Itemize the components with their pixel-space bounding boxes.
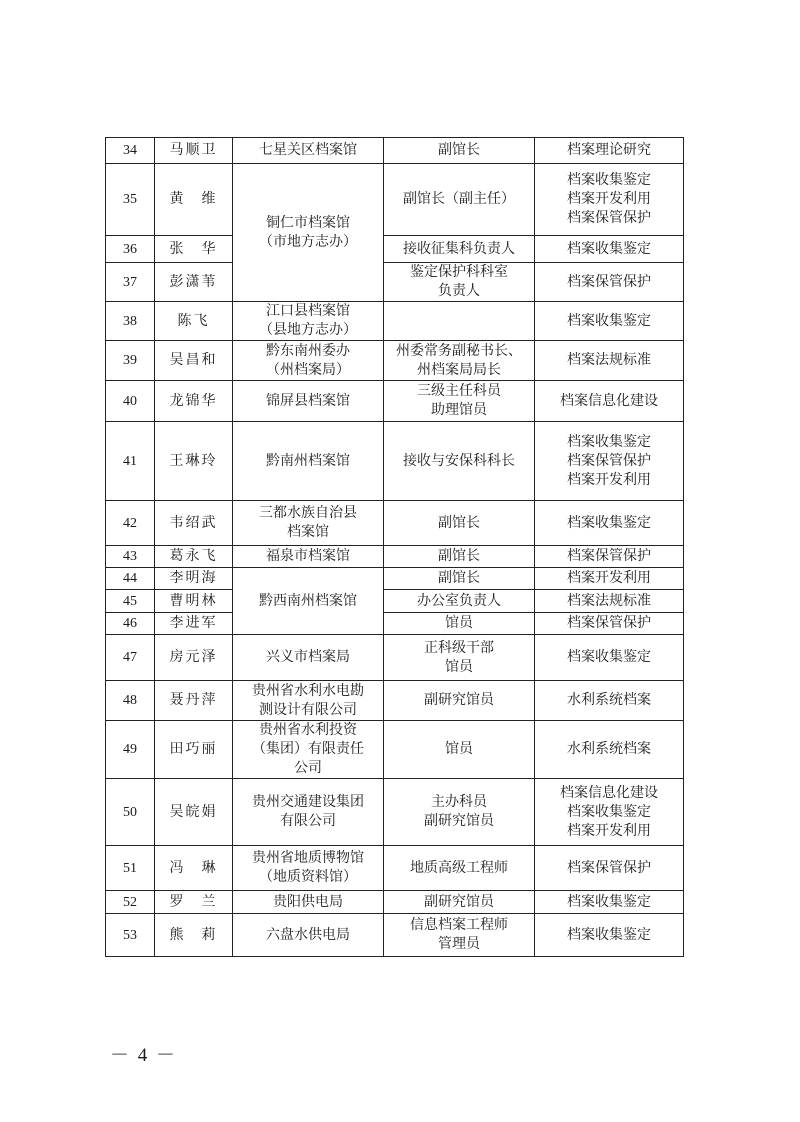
person-name: 葛永飞 [155, 546, 233, 568]
table-row [106, 846, 684, 891]
cell-line: 档案理论研究 [567, 142, 651, 158]
cell-line: 档案收集鉴定 [567, 893, 651, 910]
row-number: 44 [106, 568, 155, 590]
cell-line: 州档案局局长 [417, 361, 501, 378]
cell-line: 信息档案工程师 [410, 917, 508, 933]
cell-line: 公司 [294, 760, 322, 776]
cell-line: 铜仁市档案馆 [266, 214, 350, 231]
job-title [384, 501, 535, 546]
cell-line: 馆员 [445, 658, 473, 675]
cell-line: （县地方志办） [259, 322, 357, 338]
expertise-field [535, 681, 684, 721]
row-number: 53 [106, 914, 155, 957]
cell-line: 档案信息化建设 [560, 392, 658, 409]
job-title [384, 341, 535, 381]
table-row [106, 164, 684, 236]
cell-line: 负责人 [438, 283, 480, 299]
organization [233, 546, 384, 568]
cell-line: 福泉市档案馆 [266, 548, 350, 564]
job-title [384, 891, 535, 914]
person-name: 聂丹萍 [155, 681, 233, 721]
organization [233, 681, 384, 721]
person-name: 彭潇苇 [155, 263, 233, 302]
cell-line: 鉴定保护科科室 [410, 264, 508, 280]
cell-line: 档案保管保护 [567, 615, 651, 631]
row-number: 39 [106, 341, 155, 381]
job-title [384, 138, 535, 164]
person-name: 马顺卫 [155, 138, 233, 164]
table-row [106, 635, 684, 681]
cell-line: （集团）有限责任 [252, 741, 364, 757]
job-title [384, 681, 535, 721]
table-row [106, 681, 684, 721]
table-body [106, 138, 684, 957]
table-row [106, 263, 684, 302]
table-row [106, 721, 684, 779]
cell-line: 档案法规标准 [567, 592, 651, 609]
cell-line: 副研究馆员 [424, 692, 494, 708]
job-title [384, 236, 535, 263]
job-title [384, 613, 535, 635]
expertise-field [535, 381, 684, 422]
person-name: 吴昌和 [155, 341, 233, 381]
cell-line: 档案法规标准 [567, 352, 651, 368]
row-number: 38 [106, 302, 155, 341]
table-row [106, 501, 684, 546]
row-number: 45 [106, 590, 155, 613]
cell-line: 馆员 [445, 741, 473, 757]
cell-line: 助理馆员 [431, 402, 487, 418]
job-title [384, 302, 535, 341]
cell-line: 档案保管保护 [567, 273, 651, 290]
row-number: 43 [106, 546, 155, 568]
cell-line: 副研究馆员 [424, 893, 494, 910]
cell-line: 档案馆 [287, 524, 329, 540]
expertise-field [535, 590, 684, 613]
row-number: 47 [106, 635, 155, 681]
cell-line: 兴义市档案局 [266, 649, 350, 665]
expertise-field [535, 263, 684, 302]
organization [233, 302, 384, 341]
cell-line: 档案开发利用 [567, 822, 651, 839]
person-name: 房元泽 [155, 635, 233, 681]
job-title [384, 590, 535, 613]
table-row [106, 302, 684, 341]
cell-line: 黔南州档案馆 [266, 452, 350, 469]
person-name: 李进军 [155, 613, 233, 635]
job-title [384, 422, 535, 501]
table-row [106, 546, 684, 568]
table-row [106, 613, 684, 635]
cell-line: （地质资料馆） [259, 869, 357, 885]
organization [233, 891, 384, 914]
cell-line: 水利系统档案 [567, 741, 651, 757]
organization [233, 568, 384, 635]
cell-line: 档案收集鉴定 [567, 433, 651, 450]
row-number: 46 [106, 613, 155, 635]
expertise-field [535, 914, 684, 957]
cell-line: （州档案局） [266, 361, 350, 378]
cell-line: 副研究馆员 [424, 813, 494, 829]
cell-line: 正科级干部 [424, 639, 494, 656]
person-name: 田巧丽 [155, 721, 233, 779]
cell-line: 州委常务副秘书长、 [396, 342, 522, 359]
table-row [106, 236, 684, 263]
job-title [384, 164, 535, 236]
cell-line: 档案开发利用 [567, 191, 651, 207]
organization [233, 164, 384, 302]
cell-line: 地质高级工程师 [410, 859, 508, 876]
cell-line: 档案保管保护 [567, 859, 651, 876]
cell-line: 副馆长 [438, 548, 480, 564]
job-title [384, 381, 535, 422]
cell-line: 档案收集鉴定 [567, 803, 651, 820]
job-title [384, 779, 535, 846]
person-name: 陈飞 [155, 302, 233, 341]
cell-line: 档案收集鉴定 [567, 312, 651, 329]
cell-line: 副馆长 [438, 514, 480, 531]
table-row [106, 914, 684, 957]
expertise-field [535, 164, 684, 236]
cell-line: 档案收集鉴定 [567, 240, 651, 257]
cell-line: 接收与安保科科长 [403, 452, 515, 469]
expertise-field [535, 891, 684, 914]
person-name: 冯 琳 [155, 846, 233, 891]
expertise-field [535, 302, 684, 341]
cell-line: 档案保管保护 [567, 210, 651, 226]
cell-line: 贵州省水利水电勘 [252, 682, 364, 699]
organization [233, 341, 384, 381]
expertise-field [535, 501, 684, 546]
organization [233, 635, 384, 681]
expertise-field [535, 341, 684, 381]
cell-line: 锦屏县档案馆 [266, 392, 350, 409]
expertise-field [535, 568, 684, 590]
job-title [384, 568, 535, 590]
cell-line: 档案保管保护 [567, 452, 651, 469]
row-number: 36 [106, 236, 155, 263]
row-number: 50 [106, 779, 155, 846]
expertise-field [535, 138, 684, 164]
row-number: 35 [106, 164, 155, 236]
row-number: 37 [106, 263, 155, 302]
cell-line: 贵州省地质博物馆 [252, 850, 364, 866]
cell-line: 档案收集鉴定 [567, 514, 651, 531]
cell-line: 副馆长 [438, 570, 480, 586]
table-row [106, 341, 684, 381]
organization [233, 846, 384, 891]
page-number: － 4 － [110, 1045, 178, 1066]
person-name: 龙锦华 [155, 381, 233, 422]
job-title [384, 721, 535, 779]
expertise-field [535, 635, 684, 681]
organization [233, 422, 384, 501]
row-number: 48 [106, 681, 155, 721]
cell-line: 三都水族自治县 [259, 505, 357, 521]
row-number: 42 [106, 501, 155, 546]
expertise-field [535, 846, 684, 891]
job-title [384, 846, 535, 891]
person-name: 黄 维 [155, 164, 233, 236]
organization [233, 501, 384, 546]
organization [233, 779, 384, 846]
cell-line: 馆员 [445, 615, 473, 631]
table-row [106, 138, 684, 164]
cell-line: 档案收集鉴定 [567, 649, 651, 665]
row-number: 40 [106, 381, 155, 422]
job-title [384, 546, 535, 568]
cell-line: 档案保管保护 [567, 548, 651, 564]
expertise-field [535, 779, 684, 846]
cell-line: 副馆长（副主任） [403, 191, 515, 207]
table-row [106, 381, 684, 422]
row-number: 52 [106, 891, 155, 914]
person-name: 张 华 [155, 236, 233, 263]
organization [233, 138, 384, 164]
cell-line: 办公室负责人 [417, 592, 501, 609]
table-row [106, 568, 684, 590]
row-number: 41 [106, 422, 155, 501]
cell-line: 档案收集鉴定 [567, 172, 651, 188]
person-name: 曹明林 [155, 590, 233, 613]
cell-line: 档案信息化建设 [560, 784, 658, 801]
table-row [106, 891, 684, 914]
cell-line: 江口县档案馆 [266, 303, 350, 319]
person-name: 王琳玲 [155, 422, 233, 501]
expertise-field [535, 546, 684, 568]
personnel-table [105, 137, 684, 957]
cell-line: 测设计有限公司 [259, 701, 357, 718]
cell-line: 贵州省水利投资 [259, 722, 357, 738]
cell-line: 贵阳供电局 [273, 893, 343, 910]
cell-line: 六盘水供电局 [266, 926, 350, 943]
cell-line: 黔西南州档案馆 [259, 592, 357, 609]
row-number: 49 [106, 721, 155, 779]
job-title [384, 914, 535, 957]
cell-line: 管理员 [438, 936, 480, 952]
job-title [384, 635, 535, 681]
organization [233, 721, 384, 779]
cell-line: 有限公司 [280, 813, 336, 829]
cell-line: 副馆长 [438, 142, 480, 158]
cell-line: 档案开发利用 [567, 570, 651, 586]
cell-line: 主办科员 [431, 794, 487, 810]
expertise-field [535, 721, 684, 779]
job-title [384, 263, 535, 302]
expertise-field [535, 613, 684, 635]
cell-line: 水利系统档案 [567, 692, 651, 708]
cell-line: 接收征集科负责人 [403, 240, 515, 257]
expertise-field [535, 422, 684, 501]
person-name: 吴皖娟 [155, 779, 233, 846]
expertise-field [535, 236, 684, 263]
row-number: 34 [106, 138, 155, 164]
organization [233, 381, 384, 422]
table-row [106, 422, 684, 501]
cell-line: 贵州交通建设集团 [252, 794, 364, 810]
person-name: 李明海 [155, 568, 233, 590]
cell-line: （市地方志办） [259, 233, 357, 250]
cell-line: 三级主任科员 [417, 383, 501, 399]
cell-line: 七星关区档案馆 [259, 142, 357, 158]
table-row [106, 590, 684, 613]
organization [233, 914, 384, 957]
cell-line: 档案开发利用 [567, 471, 651, 488]
person-name: 韦绍武 [155, 501, 233, 546]
person-name: 罗 兰 [155, 891, 233, 914]
person-name: 熊 莉 [155, 914, 233, 957]
table-row [106, 779, 684, 846]
cell-line: 档案收集鉴定 [567, 926, 651, 943]
row-number: 51 [106, 846, 155, 891]
cell-line: 黔东南州委办 [266, 342, 350, 359]
